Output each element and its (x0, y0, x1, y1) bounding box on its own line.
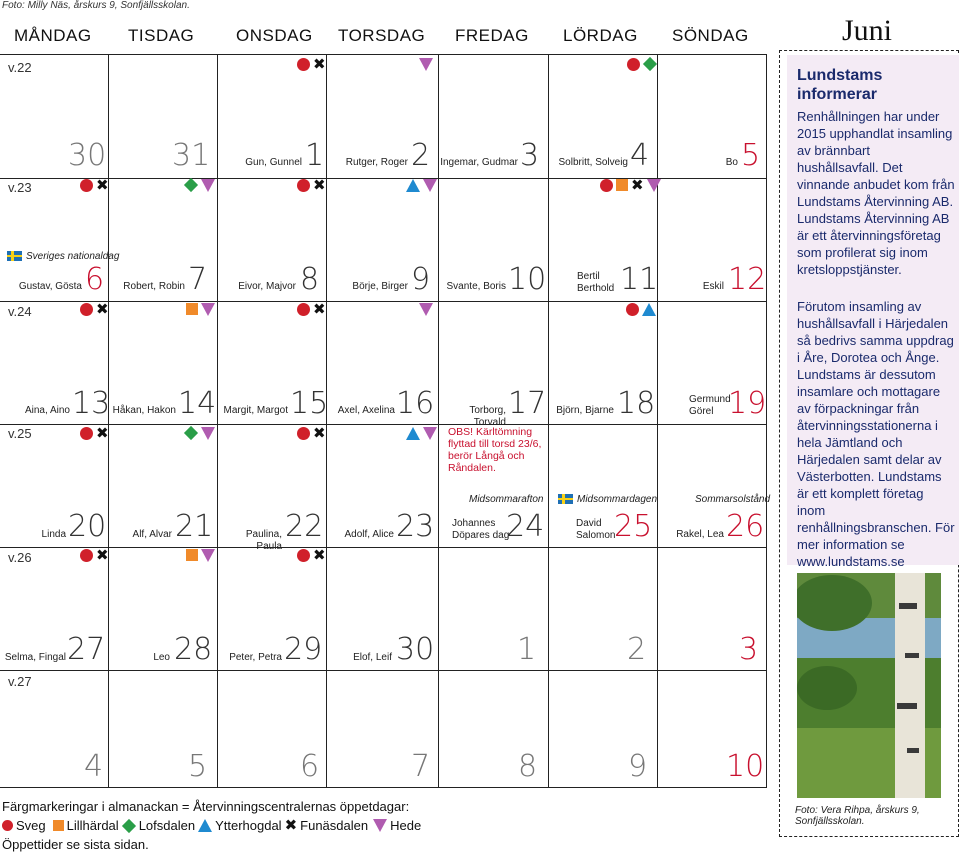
month-title: Juni (842, 14, 893, 47)
day-number: 12 (728, 262, 767, 297)
open-days-marker (419, 57, 433, 71)
name-day: Eivor, Majvor (238, 281, 296, 292)
day-number: 9 (628, 749, 648, 784)
holiday-midsommarafton: Midsommarafton (469, 494, 544, 505)
day-number: 10 (508, 262, 547, 297)
name-day: Ingemar, Gudmar (440, 157, 518, 168)
lofsdalen-icon (643, 57, 657, 71)
hede-icon (647, 179, 661, 192)
hede-icon (201, 179, 215, 192)
day-number: 26 (726, 509, 765, 544)
open-days-marker (600, 178, 661, 192)
lofsdalen-icon (122, 818, 136, 832)
week-label: v.27 (8, 674, 32, 689)
day-number: 5 (741, 138, 761, 173)
day-header-tuesday: TISDAG (128, 26, 195, 45)
name-day: Solbritt, Solveig (558, 157, 628, 168)
name-day: David Salomon (576, 518, 616, 541)
open-days-marker (297, 302, 326, 316)
hede-icon (201, 303, 215, 316)
lofsdalen-icon (184, 426, 198, 440)
funasdalen-icon: ✖ (313, 176, 326, 194)
open-days-marker (297, 57, 326, 71)
legend-funasdalen: Funäsdalen (300, 818, 369, 833)
sveg-icon (627, 58, 640, 71)
sveg-icon (80, 427, 93, 440)
sveg-icon (80, 179, 93, 192)
day-header-sunday: SÖNDAG (672, 26, 749, 45)
day-number: 23 (396, 509, 435, 544)
name-day: Rutger, Roger (345, 157, 408, 168)
open-days-marker (406, 426, 437, 440)
hede-icon (419, 58, 433, 71)
name-day: Peter, Petra (229, 652, 282, 663)
legend (2, 797, 421, 854)
sveg-icon (297, 179, 310, 192)
funasdalen-icon: ✖ (313, 55, 326, 73)
open-days-marker (297, 178, 326, 192)
day-number: 20 (68, 509, 107, 544)
funasdalen-icon: ✖ (313, 300, 326, 318)
legend-ytterhogdal: Ytterhogdal (215, 818, 282, 833)
day-number: 6 (300, 749, 320, 784)
name-day: Elof, Leif (353, 652, 392, 663)
swedish-flag-icon (7, 251, 22, 261)
day-number: 7 (411, 749, 431, 784)
week-label: v.24 (8, 304, 32, 319)
holiday-midsommardagen: Midsommardagen (558, 494, 657, 505)
day-number: 29 (284, 632, 323, 667)
name-day: Håkan, Hakon (112, 405, 176, 416)
day-number: 31 (172, 138, 211, 173)
day-number: 2 (627, 632, 647, 667)
open-days-marker (186, 302, 215, 316)
sveg-icon (80, 303, 93, 316)
obs-note: OBS! Kärltömning flyttad till torsd 23/6, berör Långå och Råndalen. (448, 426, 542, 474)
day-number: 17 (508, 386, 547, 421)
day-number: 6 (85, 262, 105, 297)
sveg-icon (297, 549, 310, 562)
name-day: Torborg, Torvald (469, 405, 506, 428)
open-days-marker (80, 302, 109, 316)
day-number: 1 (517, 632, 537, 667)
day-number: 30 (396, 632, 435, 667)
day-number: 28 (174, 632, 213, 667)
sveg-icon (600, 179, 613, 192)
ytterhogdal-icon (198, 819, 212, 832)
open-days-marker (184, 178, 215, 192)
info-paragraph-2: Förutom insamling av hushållsavfall i Härjedalen så bedrivs samma uppdrag i Åre, Dorotea och Ånge. Lundstams är dessutom insamlare och mottagare av förpackningar från återvinningsstationerna i hela Jämtland och Härjedalen samt delar av Västerbotten. Lundstams är ett komplett företag inom renhållningsbranschen. För mer information se www.lundstams.se (797, 299, 955, 569)
hede-icon (423, 427, 437, 440)
day-number: 2 (411, 138, 431, 173)
name-day: Gustav, Gösta (18, 281, 82, 292)
info-title: Lundstams informerar (797, 67, 883, 103)
name-day: Margit, Margot (223, 405, 288, 416)
sveg-icon (297, 303, 310, 316)
sveg-icon (626, 303, 639, 316)
day-number: 21 (175, 509, 214, 544)
open-days-marker (80, 178, 109, 192)
day-number: 3 (739, 632, 759, 667)
swedish-flag-icon (558, 494, 573, 504)
funasdalen-icon: ✖ (631, 176, 644, 194)
name-day: Aina, Aino (24, 405, 70, 416)
name-day: Adolf, Alice (344, 529, 394, 540)
name-day: Börje, Birger (352, 281, 408, 292)
hede-icon (201, 427, 215, 440)
day-number: 18 (617, 386, 656, 421)
holiday-nationaldag: Sveriges nationaldag (7, 251, 119, 262)
week-label: v.25 (8, 426, 32, 441)
lillhardal-icon (53, 820, 64, 831)
name-day: Bertil Berthold (577, 271, 615, 294)
day-number: 30 (68, 138, 107, 173)
open-days-marker (297, 548, 326, 562)
legend-lillhardal: Lillhärdal (66, 818, 119, 833)
funasdalen-icon: ✖ (96, 176, 109, 194)
day-number: 13 (72, 386, 111, 421)
funasdalen-icon: ✖ (284, 817, 298, 834)
name-day: Alf, Alvar (132, 529, 172, 540)
name-day: Rakel, Lea (676, 529, 724, 540)
legend-sveg: Sveg (16, 818, 46, 833)
funasdalen-icon: ✖ (96, 546, 109, 564)
open-days-marker (186, 548, 215, 562)
name-day: Leo (153, 652, 170, 663)
name-day: Selma, Fingal (4, 652, 66, 663)
open-days-marker (184, 426, 215, 440)
info-paragraph-1: Renhållningen har under 2015 upphandlat insamling av brännbart hushållsavfall. Det vinnande anbudet kom från Lundstams Återvinning AB. Lundstams Återvinning AB är ett återvinningsföretag som profilerat sig inom kretsloppstjänster. (797, 109, 955, 277)
day-header-wednesday: ONSDAG (236, 26, 313, 45)
hede-icon (419, 303, 433, 316)
open-days-marker (80, 426, 109, 440)
name-day: Svante, Boris (446, 281, 506, 292)
name-day: Robert, Robin (123, 281, 185, 292)
day-number: 16 (396, 386, 435, 421)
lillhardal-icon (616, 179, 628, 191)
day-header-saturday: LÖRDAG (563, 26, 638, 45)
day-number: 24 (506, 509, 545, 544)
day-number: 4 (630, 138, 650, 173)
open-days-marker (406, 178, 437, 192)
sveg-icon (80, 549, 93, 562)
day-number: 9 (411, 262, 431, 297)
legend-title: Färgmarkeringar i almanackan = Återvinningscentralernas öppetdagar: (2, 799, 410, 814)
photo-credit-top: Foto: Milly Näs, årskurs 9, Sonfjällsskolan. (2, 0, 190, 11)
name-day: Eskil (702, 281, 724, 292)
open-days-marker (626, 302, 656, 316)
day-number: 11 (620, 262, 659, 297)
day-header-thursday: TORSDAG (338, 26, 426, 45)
name-day: Axel, Axelina (337, 405, 395, 416)
name-day: Björn, Bjarne (556, 405, 614, 416)
ytterhogdal-icon (406, 179, 420, 192)
day-number: 7 (188, 262, 208, 297)
day-number: 5 (188, 749, 208, 784)
photo-illustration (797, 573, 941, 798)
hede-icon (373, 819, 387, 832)
legend-footer: Öppettider se sista sidan. (2, 837, 149, 852)
lillhardal-icon (186, 549, 198, 561)
day-number: 25 (614, 509, 653, 544)
ytterhogdal-icon (406, 427, 420, 440)
day-number: 14 (178, 386, 217, 421)
day-number: 19 (728, 386, 767, 421)
holiday-sommarsolstand: Sommarsolstånd (695, 494, 771, 505)
funasdalen-icon: ✖ (96, 300, 109, 318)
name-day: Johannes Döpares dag (452, 518, 510, 541)
name-day: Gun, Gunnel (245, 157, 302, 168)
funasdalen-icon: ✖ (96, 424, 109, 442)
day-number: 22 (285, 509, 324, 544)
legend-lofsdalen: Lofsdalen (138, 818, 196, 833)
funasdalen-icon: ✖ (313, 546, 326, 564)
day-number: 8 (518, 749, 538, 784)
name-day: Linda (41, 529, 66, 540)
day-number: 1 (305, 138, 325, 173)
sveg-icon (297, 58, 310, 71)
name-day: Bo (725, 157, 738, 168)
sveg-icon (297, 427, 310, 440)
week-label: v.26 (8, 550, 32, 565)
open-days-marker (627, 57, 657, 71)
birch-lake-photo (797, 573, 941, 798)
funasdalen-icon: ✖ (313, 424, 326, 442)
day-header-friday: FREDAG (455, 26, 529, 45)
day-number: 4 (84, 749, 104, 784)
hede-icon (423, 179, 437, 192)
week-label: v.22 (8, 60, 32, 75)
name-day: Germund Görel (689, 394, 731, 417)
name-day: Paulina, Paula (245, 529, 282, 552)
photo-credit-side: Foto: Vera Rihpa, årskurs 9, Sonfjällsskolan. (795, 805, 920, 827)
day-number: 3 (520, 138, 540, 173)
open-days-marker (80, 548, 109, 562)
hede-icon (201, 549, 215, 562)
week-label: v.23 (8, 180, 32, 195)
day-number: 27 (67, 632, 106, 667)
ytterhogdal-icon (642, 303, 656, 316)
legend-items (2, 816, 421, 835)
day-number: 15 (290, 386, 329, 421)
open-days-marker (419, 302, 433, 316)
legend-hede: Hede (390, 818, 422, 833)
lillhardal-icon (186, 303, 198, 315)
day-number: 8 (300, 262, 320, 297)
sveg-icon (2, 820, 13, 831)
day-number: 10 (726, 749, 765, 784)
open-days-marker (297, 426, 326, 440)
lofsdalen-icon (184, 178, 198, 192)
day-header-monday: MÅNDAG (14, 26, 92, 45)
